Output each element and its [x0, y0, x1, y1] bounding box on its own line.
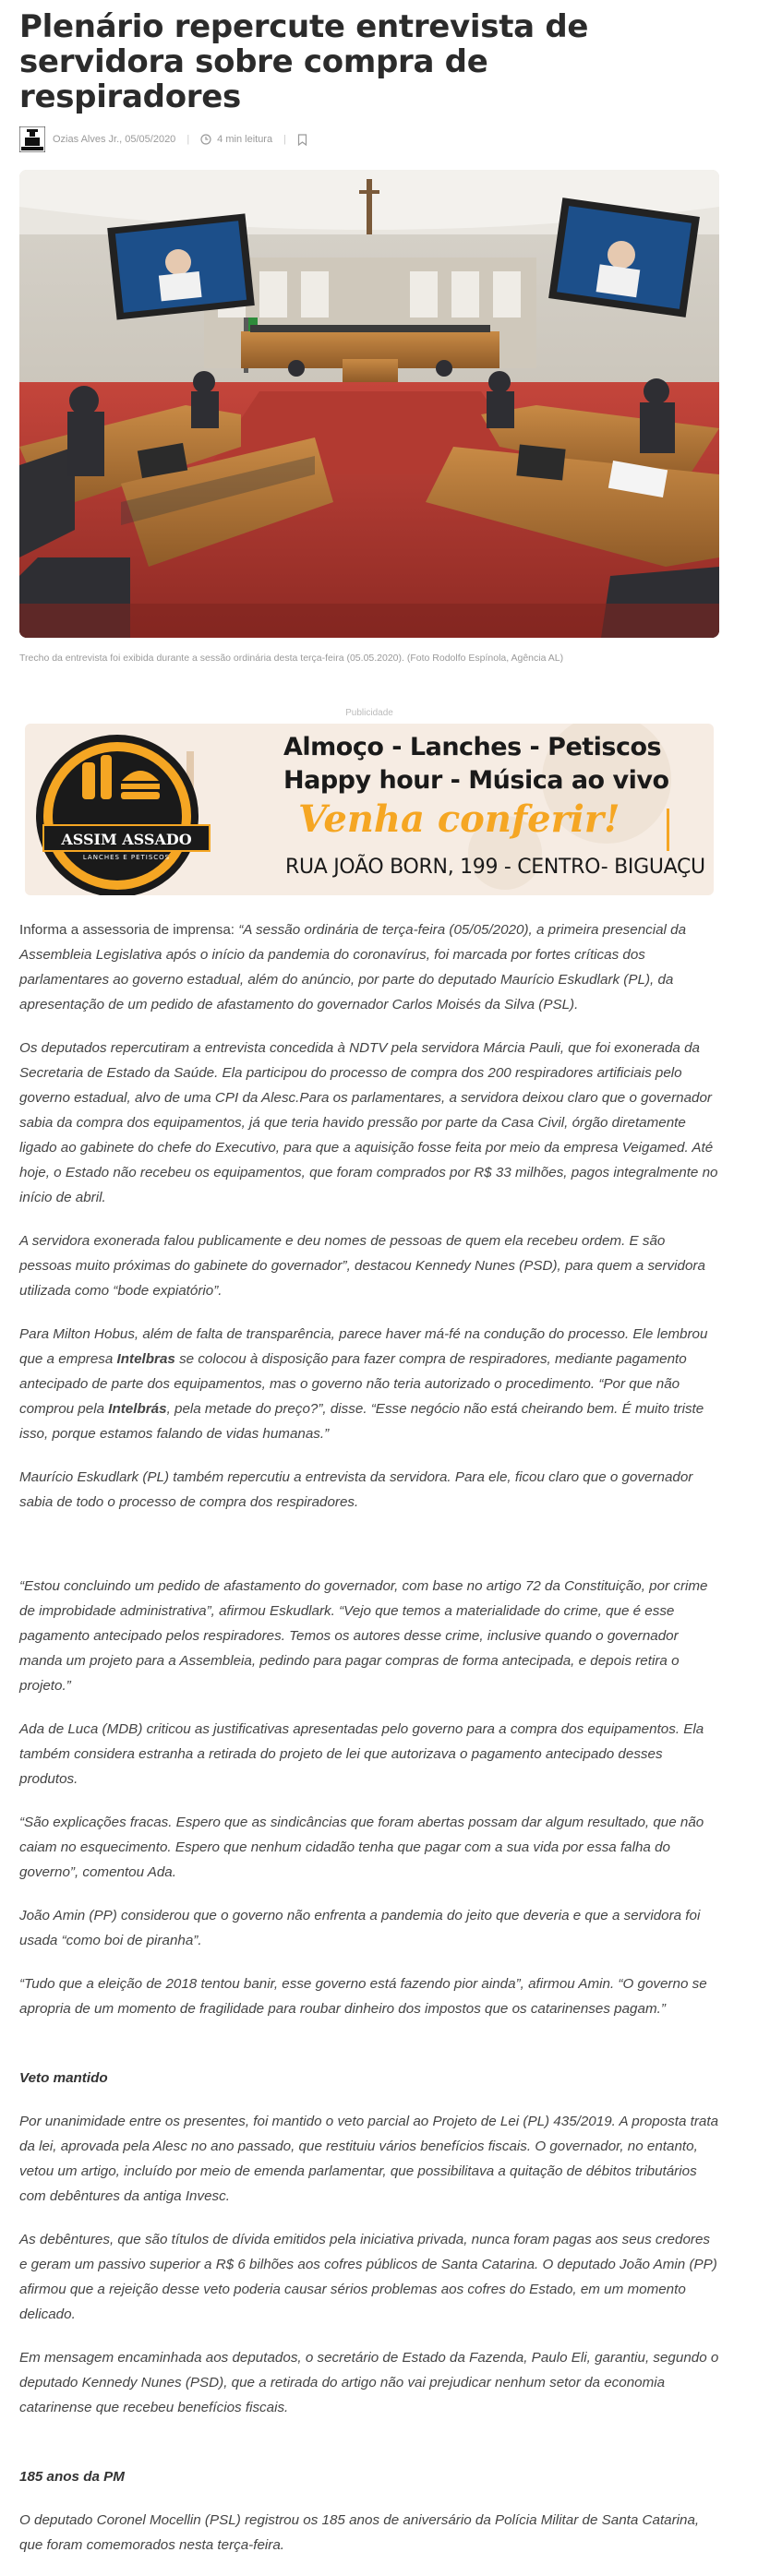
advertising-banner[interactable]	[25, 724, 714, 895]
section-heading-veto: Veto mantido	[19, 2070, 108, 2086]
advertising-label: Publicidade	[345, 708, 393, 718]
paragraph-text: Para Milton Hobus, além de falta de transparência, parece haver má-fé na condução do processo. Ele lembrou que a empresa	[19, 1326, 708, 1367]
company-name: Intelbras	[116, 1351, 175, 1367]
ad-line-2: Happy hour - Música ao vivo	[283, 766, 669, 795]
article-container	[19, 0, 719, 2576]
ad-line-3: Venha conferir!	[298, 797, 620, 841]
spacer	[19, 2438, 719, 2464]
clock-icon	[200, 134, 211, 145]
company-name: Intelbrás	[108, 1401, 167, 1417]
paragraph: Em mensagem encaminhada aos deputados, o secretário de Estado da Fazenda, Paulo Eli, garantiu, segundo o deputado Kennedy Nunes (PSD), que a retirada do artigo não vai prejudicar nenhum setor da economia catarinense que recebeu benefícios fiscais.	[19, 2350, 719, 2415]
spacer	[19, 1533, 719, 1574]
meta-divider: |	[283, 134, 286, 145]
meta-divider: |	[186, 134, 190, 145]
paragraph-text: se colocou à disposição para fazer compra de respiradores, mediante pagamento antecipado de parte dos equipamentos, mas o governo não teria autorizado o procedimento. “Por que não comprou pela	[19, 1351, 687, 1417]
paragraph-text: , pela metade do preço?”, disse. “Esse negócio não está cheirando bem. É muito triste isso, porque estamos falando de vidas humanas.”	[19, 1401, 704, 1442]
read-time: 4 min leitura	[217, 134, 273, 145]
paragraph: As debêntures, que são títulos de dívida emitidos pela iniciativa privada, nunca foram pagas aos seus credores e geram um passivo superior a R$ 6 bilhões aos cofres públicos de Santa Catarina. O deputado João Amin (PP) afirmou que a rejeição desse veto poderia causar sérios problemas aos cofres do Estado, em um momento delicado.	[19, 2232, 717, 2322]
paragraph: Por unanimidade entre os presentes, foi mantido o veto parcial ao Projeto de Lei (PL) 435/2019. A proposta trata da lei, aprovada pela Alesc no ano passado, que restituiu vários benefícios fiscais. O governador, no entanto, vetou um artigo, incluído por meio de emenda parlamentar, que possibilitava a quitação de débitos tributários com debêntures da antiga Invesc.	[19, 2114, 719, 2204]
paragraph: “Estou concluindo um pedido de afastamento do governador, com base no artigo 72 da Constituição, por crime de improbidade administrativa”, afirmou Eskudlark. “Vejo que temos a materialidade do crime, que é esse pagamento antecipado pelos respiradores. Temos os autores desse crime, inclusive quando o governador manda um projeto para a Assembleia, pedindo para pagar compras de forma antecipada, e depois retira o projeto.”	[19, 1578, 708, 1694]
paragraph: O deputado Coronel Mocellin (PSL) registrou os 185 anos de aniversário da Polícia Militar de Santa Catarina, que foram comemorados nesta terça-feira.	[19, 2512, 700, 2553]
section-heading-pm: 185 anos da PM	[19, 2469, 125, 2485]
ad-brand: ASSIM ASSADO	[61, 831, 192, 848]
paragraph: “São explicações fracas. Espero que as sindicâncias que foram abertas possam dar algum resultado, que não caiam no esquecimento. Espero que nenhum cidadão tenha que pagar com a sua vida por essa falha do governo”, comentou Ada.	[19, 1815, 704, 1880]
paragraph: Ada de Luca (MDB) criticou as justificativas apresentadas pelo governo para a compra dos equipamentos. Ela também considera estranha a retirada do projeto de lei que autorizava o pagamento antecipado desses produtos.	[19, 1721, 704, 1787]
bookmark-icon[interactable]	[297, 134, 307, 146]
paragraph: Maurício Eskudlark (PL) também repercutiu a entrevista da servidora. Para ele, ficou claro que o governador sabia de todo o processo de compra dos respiradores.	[19, 1469, 693, 1510]
page-title: Plenário repercute entrevista de servidora sobre compra de respiradores	[19, 8, 589, 115]
ad-brand-sub: LANCHES E PETISCOS	[82, 854, 171, 861]
article-photo	[19, 170, 719, 638]
plenary-photo-illustration	[19, 170, 719, 638]
photo-caption: Trecho da entrevista foi exibida durante a sessão ordinária desta terça-feira (05.05.2020). (Foto Rodolfo Espínola, Agência AL)	[19, 653, 564, 664]
paragraph	[19, 1322, 719, 1446]
author-avatar-icon[interactable]	[19, 126, 45, 152]
paragraph: Os deputados repercutiram a entrevista concedida à NDTV pela servidora Márcia Pauli, que foi exonerada da Secretaria de Estado da Saúde. Ela participou do processo de compra dos 200 respiradores artificiais pelo governo estadual, alvo de uma CPI da Alesc.Para os parlamentares, a servidora deixou claro que o governador sabia da compra dos equipamentos, já que teria havido pressão por parte da Casa Civil, órgão diretamente ligado ao gabinete do chefe do Executivo, para que a aquisição fosse feita por meio da empresa Veigamed. Até hoje, o Estado não recebeu os equipamentos, que foram comprados por R$ 33 milhões, pagos integralmente no início de abril.	[19, 1040, 718, 1205]
article-meta	[19, 126, 719, 153]
paragraph-text: “A sessão ordinária de terça-feira (05/05/2020), a primeira presencial da Assembleia Legislativa após o início da pandemia do coronavírus, foi marcada por fortes críticas dos parlamentares ao governo estadual, além do anúncio, por parte do deputado Maurício Eskudlark (PL), da apresentação de um pedido de afastamento do governador Carlos Moisés da Silva (PSL).	[19, 922, 687, 1012]
ad-divider	[667, 809, 669, 851]
paragraph	[19, 917, 719, 1017]
author-date[interactable]: Ozias Alves Jr., 05/05/2020	[53, 134, 176, 145]
paragraph: João Amin (PP) considerou que o governo não enfrenta a pandemia do jeito que deveria e que a servidora foi usada “como boi de piranha”.	[19, 1908, 701, 1948]
paragraph: A servidora exonerada falou publicamente e deu nomes de pessoas de quem ela recebeu ordem. E são pessoas muito próximas do gabinete do governador”, destacou Kennedy Nunes (PSD), para quem a servidora utilizada como “bode expiatório”.	[19, 1233, 705, 1299]
ad-line-1: Almoço - Lanches - Petiscos	[283, 733, 662, 761]
spacer	[19, 2040, 719, 2066]
ad-address: RUA JOÃO BORN, 199 - CENTRO- BIGUAÇU	[285, 856, 705, 879]
article-body	[19, 917, 719, 2558]
paragraph-lead: Informa a assessoria de imprensa:	[19, 922, 239, 938]
paragraph: “Tudo que a eleição de 2018 tentou banir, esse governo está fazendo pior ainda”, afirmou Amin. “O governo se apropria de um momento de fragilidade para roubar dinheiro dos impostos que os catarinenses pagam.”	[19, 1976, 707, 2017]
